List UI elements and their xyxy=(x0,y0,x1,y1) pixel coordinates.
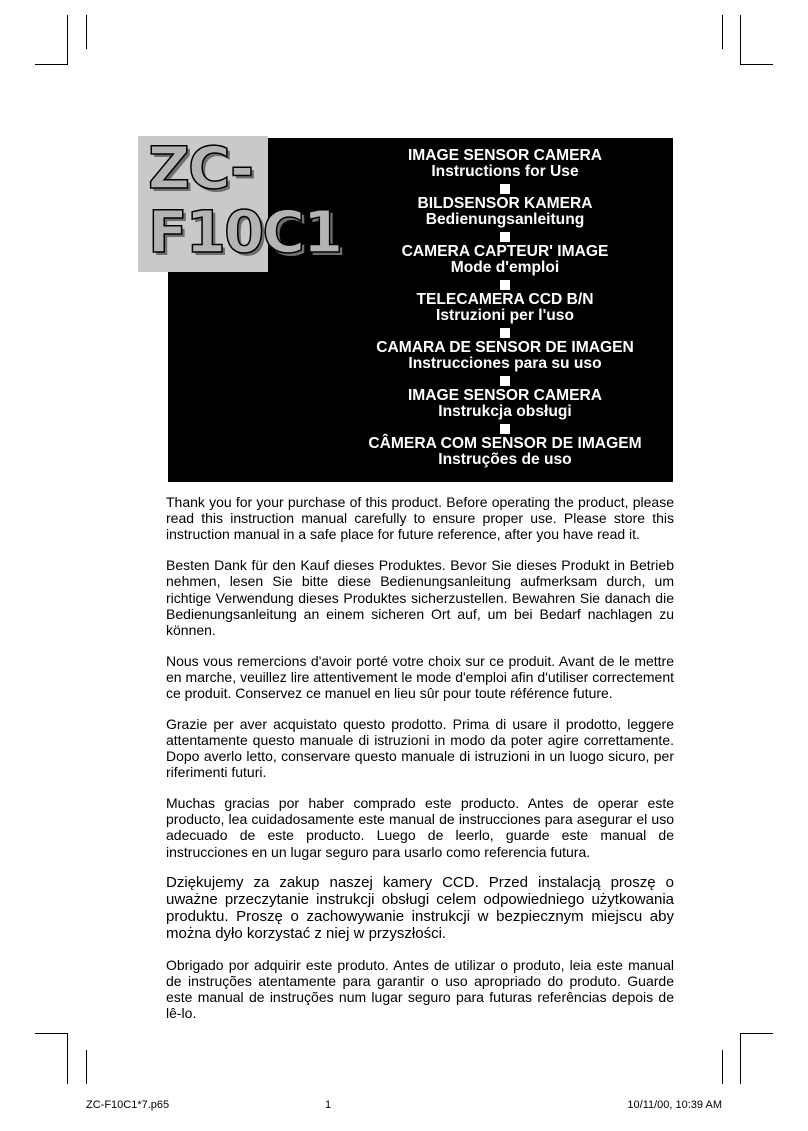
manual-subtitle: Instructions for Use xyxy=(431,163,579,180)
title-entry-polish xyxy=(340,388,670,420)
title-entry-portuguese xyxy=(340,436,670,468)
manual-subtitle: Instrukcja obsługi xyxy=(438,403,572,420)
product-name: CÂMERA COM SENSOR DE IMAGEM xyxy=(368,435,642,452)
square-bullet-icon xyxy=(500,280,510,290)
paragraph-english: Thank you for your purchase of this product. Before operating the product, please read this instruction manual carefully to ensure proper use. Please store this instruction manual in a safe place for future reference, after you have read it. xyxy=(166,494,674,543)
model-name-line1: ZC- xyxy=(148,134,253,202)
manual-subtitle: Bedienungsanleitung xyxy=(425,211,585,228)
product-name: IMAGE SENSOR CAMERA xyxy=(407,387,603,404)
paragraph-spanish: Muchas gracias por haber comprado este producto. Antes de operar este producto, lea cuidadosamente este manual de instrucciones para asegurar el uso adecuado de este producto. Luego de leerlo, guarde este manual de instrucciones en un lugar seguro para usarlo como referencia futura. xyxy=(166,795,674,860)
crop-mark xyxy=(740,15,741,65)
intro-text xyxy=(166,494,674,1036)
product-name: BILDSENSOR KAMERA xyxy=(417,195,593,212)
paragraph-german: Besten Dank für den Kauf dieses Produktes. Bevor Sie dieses Produkt in Betrieb nehmen, lesen Sie bitte diese Bedienungsanleitung aufmerksam durch, um richtige Verwendung dieses Produktes sicherzustellen. Bewahren Sie danach die Bedienungsanleitung an einem sicheren Ort auf, um bei Bedarf nachlagen zu können. xyxy=(166,557,674,638)
crop-mark xyxy=(67,1033,68,1084)
product-name: CAMARA DE SENSOR DE IMAGEN xyxy=(376,339,634,356)
model-name xyxy=(148,136,341,264)
square-bullet-icon xyxy=(500,184,510,194)
footer-page-number: 1 xyxy=(325,1099,332,1111)
square-bullet-icon xyxy=(500,376,510,386)
title-list xyxy=(340,148,670,468)
manual-subtitle: Mode d'emploi xyxy=(450,259,560,276)
model-name-box xyxy=(138,134,342,272)
paragraph-polish: Dziękujemy za zakup naszej kamery CCD. Przed instalacją proszę o uważne przeczytanie instrukcji obsługi celem odpowiedniego użytkowania produktu. Proszę o zachowywanie instrukcji w bezpiecznym miejscu aby można dyło korzystać z niej w przyszłości. xyxy=(166,874,674,943)
title-entry-italian xyxy=(340,292,670,324)
paragraph-italian: Grazie per aver acquistato questo prodotto. Prima di usare il prodotto, leggere attentamente questo manuale di istruzioni in modo da poter agire correttamente. Dopo averlo letto, conservare questo manuale di istruzioni in un luogo sicuro, per riferimenti futuri. xyxy=(166,715,674,781)
square-bullet-icon xyxy=(500,232,510,242)
product-name: IMAGE SENSOR CAMERA xyxy=(407,147,603,164)
crop-mark xyxy=(35,64,68,65)
crop-mark xyxy=(67,15,68,65)
footer-filename: ZC-F10C1*7.p65 xyxy=(86,1099,170,1111)
crop-mark xyxy=(86,1050,87,1084)
product-name: CAMERA CAPTEUR' IMAGE xyxy=(401,243,609,260)
paragraph-portuguese: Obrigado por adquirir este produto. Antes de utilizar o produto, leia este manual de instruções atentamente para garantir o uso apropriado do produto. Guarde este manual de instruções num lugar seguro para futuras referências depois de lê-lo. xyxy=(166,956,674,1022)
crop-mark xyxy=(740,1033,741,1084)
manual-subtitle: Istruzioni per l'uso xyxy=(436,307,574,324)
manual-subtitle: Instruções de uso xyxy=(438,451,572,468)
crop-mark xyxy=(722,15,723,49)
product-name: TELECAMERA CCD B/N xyxy=(416,291,594,308)
title-entry-spanish xyxy=(340,340,670,372)
title-entry-french xyxy=(340,244,670,276)
crop-mark xyxy=(740,64,773,65)
footer-timestamp: 10/11/00, 10:39 AM xyxy=(627,1099,722,1111)
crop-mark xyxy=(740,1033,773,1034)
crop-mark xyxy=(35,1033,68,1034)
model-name-line2: F10C1 xyxy=(148,198,342,266)
crop-mark xyxy=(86,15,87,49)
paragraph-french: Nous vous remercions d'avoir porté votre choix sur ce produit. Avant de le mettre en marche, veuillez lire attentivement le mode d'emploi afin d'utiliser correctement ce produit. Conservez ce manuel en lieu sûr pour toute référence future. xyxy=(166,652,674,702)
square-bullet-icon xyxy=(500,424,510,434)
manual-subtitle: Instrucciones para su uso xyxy=(408,355,602,372)
square-bullet-icon xyxy=(500,328,510,338)
crop-mark xyxy=(722,1050,723,1084)
title-entry-german xyxy=(340,196,670,228)
title-entry-english xyxy=(340,148,670,180)
